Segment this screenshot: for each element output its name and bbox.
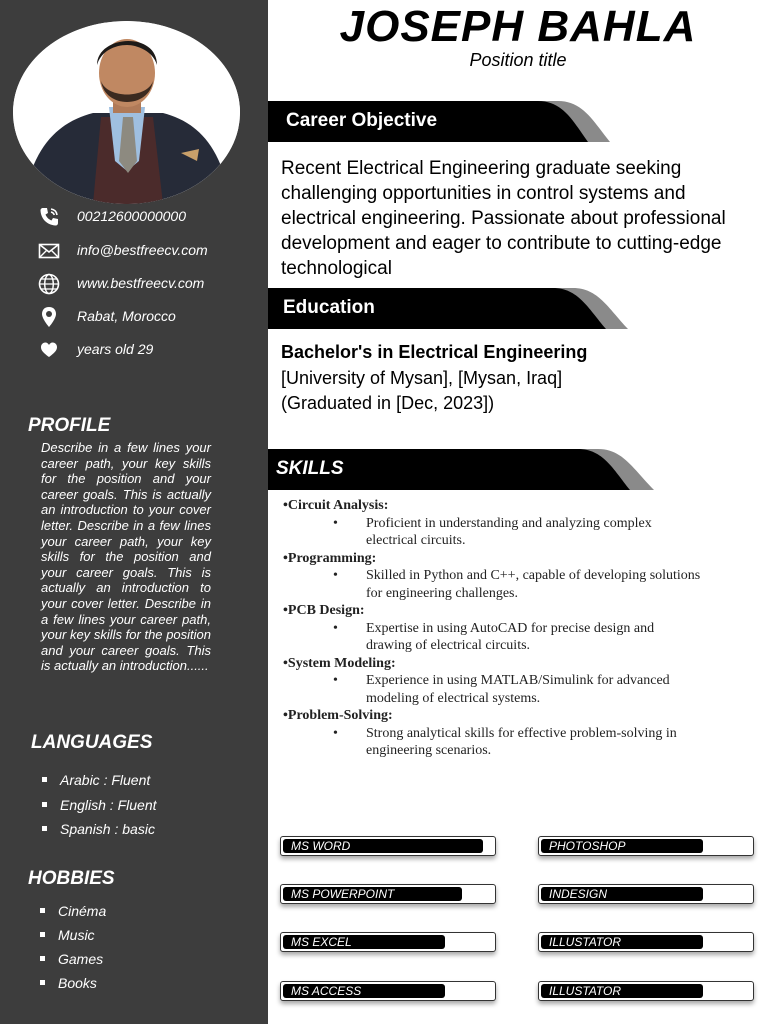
- email-text: info@bestfreecv.com: [77, 242, 208, 258]
- skill-bar-label: MS WORD: [291, 839, 351, 853]
- hobby-item: Music: [40, 927, 95, 943]
- website-text: www.bestfreecv.com: [77, 275, 205, 291]
- heart-icon: [38, 339, 60, 361]
- profile-photo: [13, 21, 240, 204]
- age-text: years old 29: [77, 341, 154, 357]
- education-heading: Education: [283, 297, 375, 318]
- skill-name: •Programming:: [283, 550, 377, 566]
- globe-icon: [38, 273, 60, 295]
- skill-bar-ms-excel: [280, 932, 496, 952]
- candidate-name: JOSEPH BAHLA: [339, 2, 697, 51]
- location-pin-icon: [38, 306, 60, 328]
- language-item: Arabic : Fluent: [42, 772, 150, 788]
- skill-bar-indesign: [538, 884, 754, 904]
- skill-bar-label: MS EXCEL: [291, 935, 352, 949]
- mail-icon: [38, 240, 60, 262]
- skills-list: [283, 497, 703, 760]
- skill-name: •PCB Design:: [283, 603, 365, 618]
- career-objective-heading: Career Objective: [286, 110, 438, 131]
- skill-bar-photoshop: [538, 836, 754, 856]
- skill-bar-illustrator: [538, 932, 754, 952]
- skill-name: •Problem-Solving:: [283, 708, 393, 723]
- skill-name: •Circuit Analysis:: [283, 498, 389, 513]
- contact-website: [0, 272, 268, 296]
- skill-bar-illustrator: [538, 981, 754, 1001]
- contact-email: [0, 239, 268, 263]
- skill-bar-ms-word: [280, 836, 496, 856]
- contact-phone: [0, 205, 268, 229]
- skill-bar-label: INDESIGN: [549, 887, 608, 901]
- skill-desc: • Proficient in understanding and analyzing complex electrical circuits.: [333, 515, 652, 548]
- career-objective-banner: [268, 101, 613, 141]
- university-text: [University of Mysan], [Mysan, Iraq]: [281, 368, 563, 388]
- languages-heading: LANGUAGES: [31, 732, 153, 753]
- skill-desc: • Strong analytical skills for effective problem-solving in engineering scenarios.: [333, 725, 677, 758]
- skill-bar-label: MS ACCESS: [291, 984, 362, 998]
- hobby-item: Books: [40, 975, 97, 991]
- skill-bar-label: MS POWERPOINT: [291, 887, 395, 901]
- degree-title: Bachelor's in Electrical Engineering: [281, 342, 588, 362]
- hobby-item: Cinéma: [40, 903, 106, 919]
- skill-desc: • Skilled in Python and C++, capable of developing solutions for engineering challenges.: [333, 568, 701, 601]
- education-banner: [268, 288, 630, 328]
- profile-text: Describe in a few lines your career path, your key skills for the position and your career goals. This is actually an introduction to your cover letter. Describe in a few lines your career path, your key skills for the position and your career goals. This is actually an introduction to your cover letter. Describe in a few lines your career path, your key skills for the position and your career goals. This is actually an introduction......: [41, 440, 211, 674]
- phone-text: 00212600000000: [77, 208, 187, 224]
- phone-icon: [38, 206, 60, 228]
- skill-desc: • Experience in using MATLAB/Simulink for advanced modeling of electrical systems.: [333, 673, 670, 706]
- skill-bar-ms-powerpoint: [280, 884, 496, 904]
- skill-name: •System Modeling:: [283, 655, 396, 671]
- skill-bar-label: ILLUSTATOR: [549, 984, 622, 998]
- profile-heading: PROFILE: [28, 415, 111, 436]
- contact-location: [0, 305, 268, 329]
- skills-banner: [268, 449, 656, 489]
- language-item: English : Fluent: [42, 797, 157, 813]
- skill-desc: • Expertise in using AutoCAD for precise design and drawing of electrical circuits.: [333, 620, 655, 653]
- graduation-text: (Graduated in [Dec, 2023]): [281, 393, 495, 413]
- skill-bar-ms-access: [280, 981, 496, 1001]
- skill-bar-label: PHOTOSHOP: [549, 839, 626, 853]
- location-text: Rabat, Morocco: [77, 308, 176, 324]
- position-title: Position title: [469, 50, 567, 70]
- skills-heading: SKILLS: [276, 458, 344, 479]
- hobby-item: Games: [40, 951, 103, 967]
- language-item: Spanish : basic: [42, 821, 155, 837]
- skill-bar-label: ILLUSTATOR: [549, 935, 622, 949]
- hobbies-heading: HOBBIES: [28, 868, 115, 889]
- contact-age: [0, 338, 268, 362]
- career-objective-text: Recent Electrical Engineering graduate seeking challenging opportunities in control systems and electrical engineering. Passionate about professional development and eager to contribute to cutting-edge technological: [281, 158, 726, 279]
